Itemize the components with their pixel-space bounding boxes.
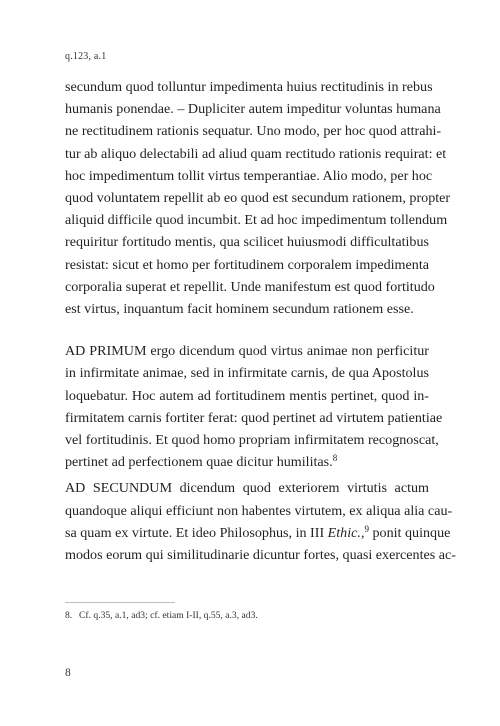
paragraph-2 — [65, 340, 443, 473]
text-fragment: ponit quinque — [368, 524, 451, 541]
text-fragment: pertinet ad perfectionem quae dicitur humilitas. — [65, 454, 333, 471]
footnote-divider — [65, 602, 175, 603]
text-line: firmitatem carnis fortiter ferat: quod pertinet ad virtutem patientiae — [65, 409, 443, 426]
text-line: est virtus, inquantum facit hominem secundum rationem esse. — [65, 301, 414, 318]
text-line: aliquid difficile quod incumbit. Et ad hoc impedimentum tollendum — [65, 212, 448, 229]
text-line: requiritur fortitudo mentis, qua scilicet huiusmodi difficultatibus — [65, 234, 429, 251]
footnote-reference[interactable]: 8 — [332, 453, 338, 464]
paragraph-3 — [65, 477, 456, 566]
text-line: AD SECUNDUM dicendum quod exteriorem virtutis actum — [65, 480, 429, 497]
paragraph-spacer — [65, 320, 429, 340]
text-line: resistat: sicut et homo per fortitudinem corporalem impedimenta — [65, 256, 429, 273]
paragraph-1 — [65, 76, 451, 320]
page-number: 8 — [65, 667, 71, 679]
work-title: Ethic. — [327, 524, 361, 541]
text-line: vel fortitudinis. Et quod homo propriam infirmitatem recognoscat, — [65, 432, 439, 449]
footnote-reference[interactable]: 9 — [364, 523, 369, 534]
text-line: corporalia superat et repellit. Unde manifestum est quod fortitudo — [65, 278, 435, 295]
text-line: modos eorum qui similitudinarie dicuntur fortes, quasi exercentes ac- — [65, 547, 456, 564]
text-line: tur ab aliquo delectabili ad aliud quam rectitudo rationis requirat: et — [65, 145, 447, 162]
running-head: q.123, a.1 — [65, 51, 107, 62]
footnote-text: Cf. q.35, a.1, ad3; cf. etiam I-II, q.55, a.3, ad3. — [79, 610, 258, 621]
text-line: quandoque aliqui efficiunt non habentes virtutem, ex aliqua alia cau- — [65, 502, 453, 519]
text-line: quod voluntatem repellit ab eo quod est secundum rationem, propter — [65, 190, 451, 207]
main-text — [65, 76, 456, 566]
text-line: ne rectitudinem rationis sequatur. Uno modo, per hoc quod attrahi- — [65, 123, 442, 140]
text-line — [65, 522, 451, 544]
text-line: secundum quod tolluntur impedimenta huius rectitudinis in rebus — [65, 79, 433, 95]
text-line: in infirmitate animae, sed in infirmitate carnis, de qua Apostolus — [65, 365, 429, 382]
footnote — [65, 609, 258, 622]
text-line — [65, 451, 429, 473]
footnote-number: 8. — [65, 610, 73, 621]
text-fragment: , — [360, 524, 365, 541]
text-line: loquebatur. Hoc autem ad fortitudinem mentis pertinet, quod in- — [65, 387, 429, 404]
text-line: hoc impedimentum tollit virtus temperantiae. Alio modo, per hoc — [65, 167, 433, 184]
text-line: AD PRIMUM ergo dicendum quod virtus animae non perficitur — [65, 343, 429, 360]
text-fragment: sa quam ex virtute. Et ideo Philosophus, in III — [65, 524, 328, 541]
text-line: humanis ponendae. – Dupliciter autem impeditur voluntas humana — [65, 101, 441, 118]
